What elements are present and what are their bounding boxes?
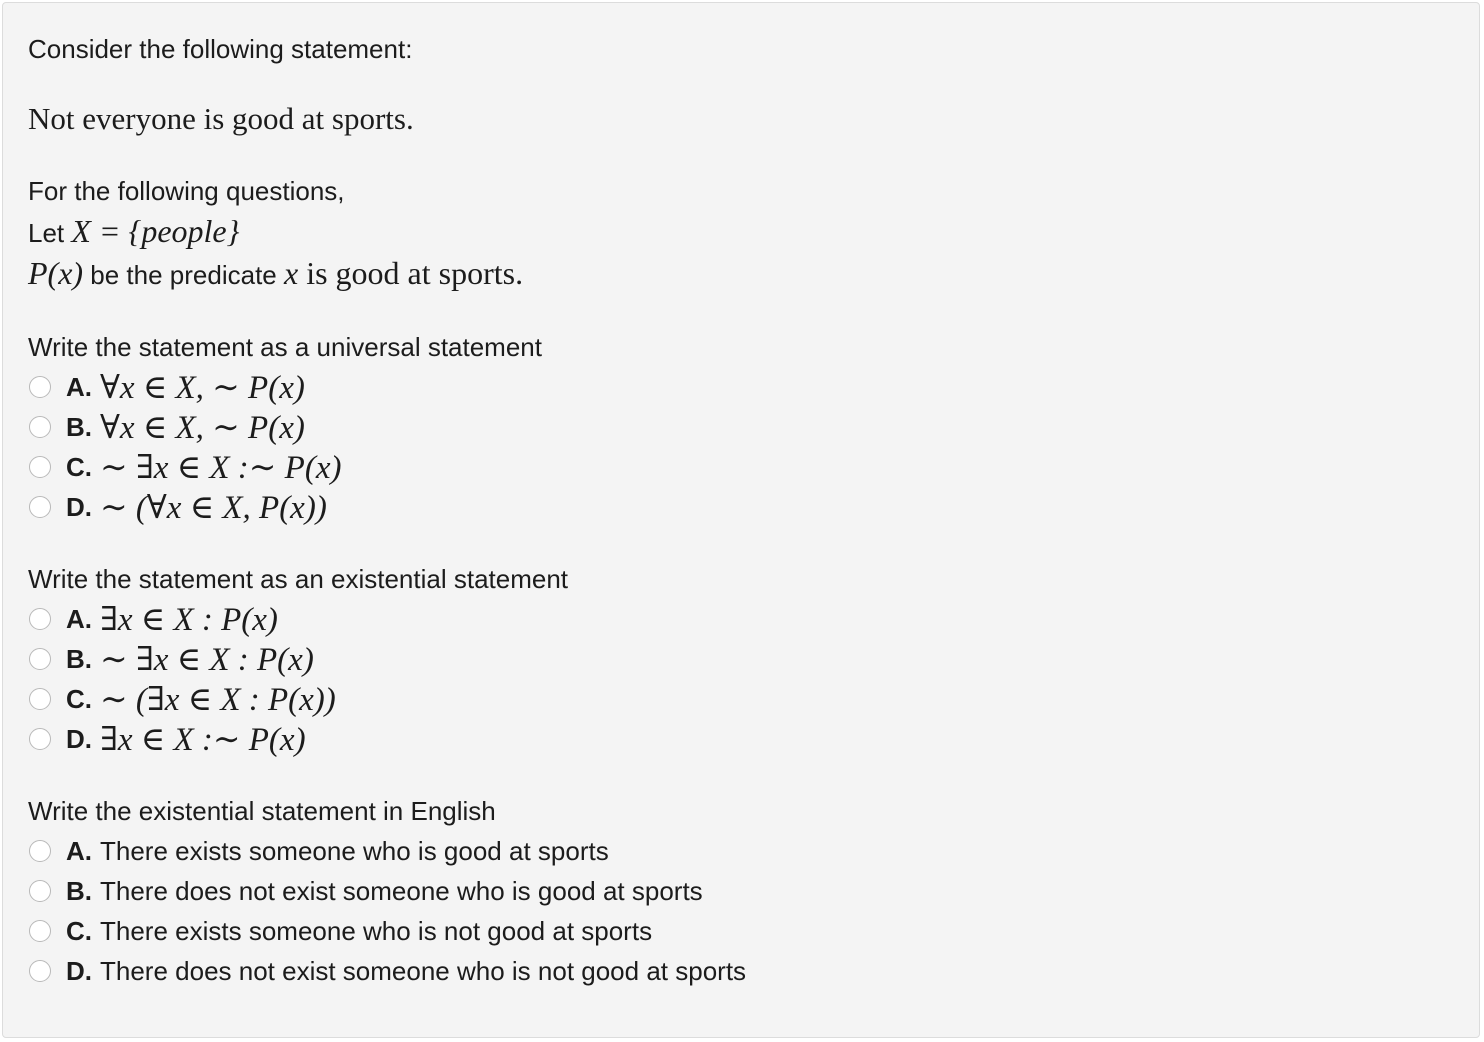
option-text: There exists someone who is good at sports: [100, 835, 609, 866]
option-d[interactable]: [28, 719, 1448, 759]
radio-button[interactable]: [29, 648, 51, 670]
radio-button[interactable]: [29, 416, 51, 438]
radio-button[interactable]: [29, 920, 51, 942]
question-title: Write the existential statement in English: [28, 796, 496, 826]
option-letter: D.: [66, 955, 92, 986]
question-panel: [2, 2, 1480, 1038]
setup-line-1: For the following questions,: [28, 176, 345, 206]
option-letter: D.: [66, 723, 92, 754]
option-letter: B.: [66, 411, 92, 442]
option-math: ∃x ∈ X :∼ P(x): [100, 722, 306, 758]
setup-let-label: Let: [28, 218, 72, 248]
option-b[interactable]: [28, 639, 1448, 679]
option-text: There does not exist someone who is good at sports: [100, 875, 703, 906]
radio-button[interactable]: [29, 840, 51, 862]
option-b[interactable]: [28, 871, 1448, 911]
option-math: ∼ ∃x ∈ X : P(x): [100, 642, 314, 678]
option-letter: A.: [66, 835, 92, 866]
predicate-math: P(x): [28, 255, 84, 291]
statement-text: Not everyone is good at sports.: [28, 101, 414, 136]
question-title: Write the statement as an existential statement: [28, 564, 569, 594]
option-math: ∼ (∀x ∈ X, P(x)): [100, 490, 327, 526]
option-letter: A.: [66, 371, 92, 402]
radio-button[interactable]: [29, 608, 51, 630]
option-letter: C.: [66, 683, 92, 714]
option-letter: C.: [66, 451, 92, 482]
option-letter: D.: [66, 491, 92, 522]
question-universal: [28, 327, 1448, 527]
question-title: Write the statement as a universal statement: [28, 332, 542, 362]
option-text: There exists someone who is not good at sports: [100, 915, 653, 946]
option-letter: A.: [66, 603, 92, 634]
option-letter: B.: [66, 643, 92, 674]
question-existential: [28, 559, 1448, 759]
option-letter: B.: [66, 875, 92, 906]
question-content: [28, 29, 1448, 991]
radio-button[interactable]: [29, 456, 51, 478]
option-d[interactable]: [28, 487, 1448, 527]
radio-button[interactable]: [29, 496, 51, 518]
option-b[interactable]: [28, 407, 1448, 447]
radio-button[interactable]: [29, 688, 51, 710]
option-math: ∀x ∈ X, ∼ P(x): [100, 370, 305, 406]
option-a[interactable]: [28, 367, 1448, 407]
option-c[interactable]: [28, 447, 1448, 487]
intro-heading: Consider the following statement:: [28, 34, 413, 64]
option-text: There does not exist someone who is not good at sports: [100, 955, 747, 986]
option-a[interactable]: [28, 831, 1448, 871]
question-english: [28, 791, 1448, 991]
setup-line-2: [28, 211, 1448, 253]
radio-button[interactable]: [29, 880, 51, 902]
option-math: ∼ ∃x ∈ X :∼ P(x): [100, 450, 342, 486]
option-a[interactable]: [28, 599, 1448, 639]
radio-button[interactable]: [29, 960, 51, 982]
predicate-description: is good at sports.: [298, 255, 524, 291]
variable-math: x: [283, 255, 299, 291]
option-c[interactable]: [28, 911, 1448, 951]
setup-line-3: [28, 253, 1448, 295]
predicate-label: be the predicate: [83, 260, 284, 290]
option-math: ∼ (∃x ∈ X : P(x)): [100, 682, 336, 718]
setup-block: [28, 171, 1448, 295]
set-definition-math: X = {people}: [71, 213, 240, 249]
radio-button[interactable]: [29, 728, 51, 750]
option-c[interactable]: [28, 679, 1448, 719]
radio-button[interactable]: [29, 376, 51, 398]
option-letter: C.: [66, 915, 92, 946]
option-math: ∀x ∈ X, ∼ P(x): [100, 410, 305, 446]
option-math: ∃x ∈ X : P(x): [100, 602, 278, 638]
option-d[interactable]: [28, 951, 1448, 991]
